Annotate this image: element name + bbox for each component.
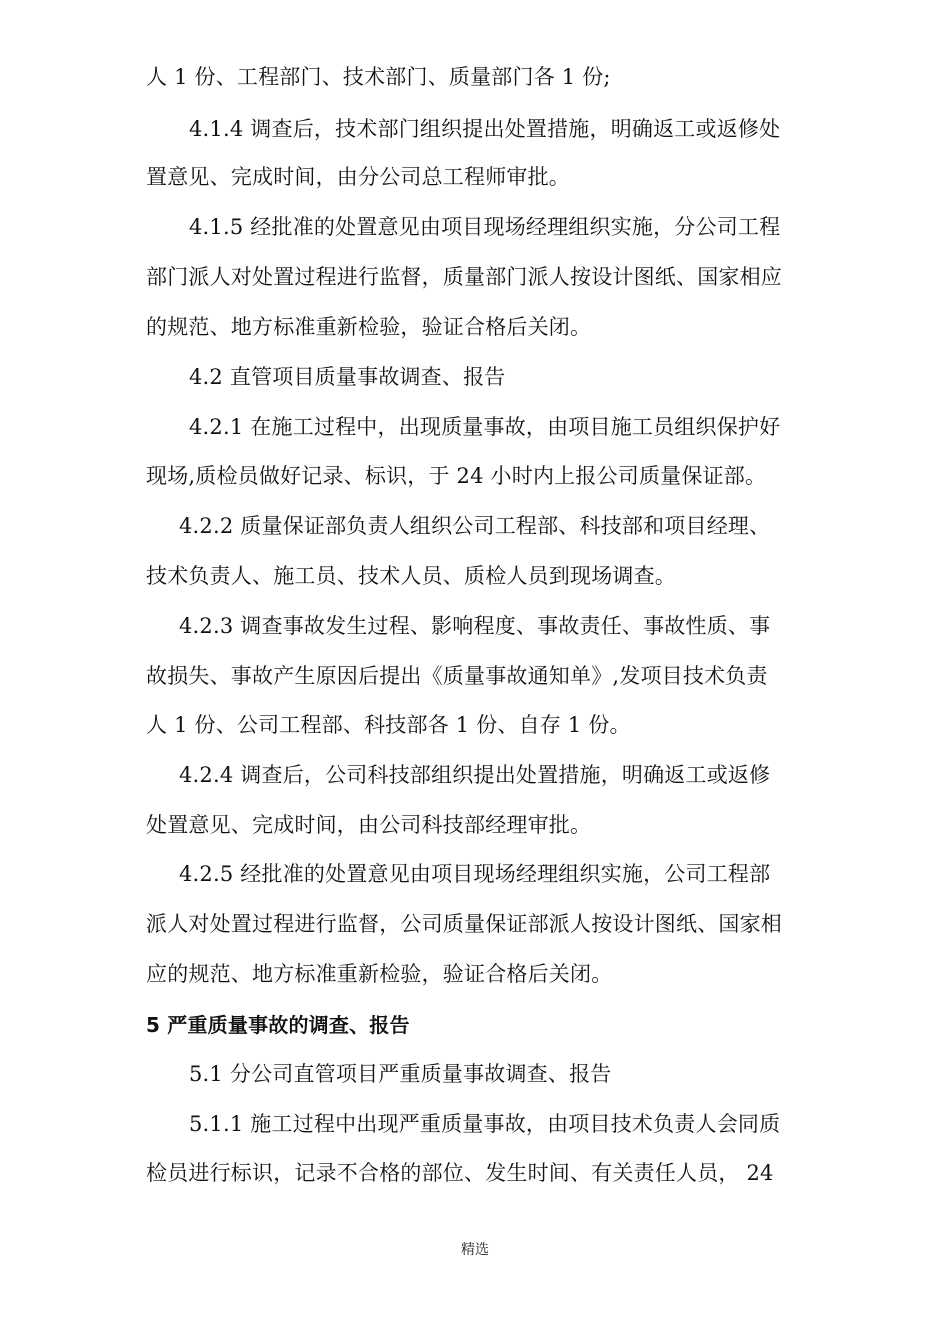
text-line: 置意见、完成时间，由分公司总工程师审批。 <box>146 165 570 189</box>
page-footer: 精选 <box>461 1242 489 1258</box>
text-line: 检员进行标识，记录不合格的部位、发生时间、有关责任人员， 24 <box>146 1161 774 1185</box>
section-heading: 5.1 分公司直管项目严重质量事故调查、报告 <box>189 1062 612 1086</box>
text-line: 人 1 份、工程部门、技术部门、质量部门各 1 份; <box>146 65 611 89</box>
text-line: 现场,质检员做好记录、标识，于 24 小时内上报公司质量保证部。 <box>146 464 767 488</box>
text-line: 4.2.4 调查后，公司科技部组织提出处置措施，明确返工或返修 <box>179 763 771 787</box>
text-line: 4.1.4 调查后，技术部门组织提出处置措施，明确返工或返修处 <box>189 117 781 141</box>
text-line: 5.1.1 施工过程中出现严重质量事故，由项目技术负责人会同质 <box>189 1112 781 1136</box>
text-line: 4.2.1 在施工过程中，出现质量事故，由项目施工员组织保护好 <box>189 415 781 439</box>
text-line: 的规范、地方标准重新检验，验证合格后关闭。 <box>146 315 592 339</box>
text-line: 应的规范、地方标准重新检验，验证合格后关闭。 <box>146 962 613 986</box>
text-line: 部门派人对处置过程进行监督，质量部门派人按设计图纸、国家相应 <box>146 265 782 289</box>
text-line: 4.2.3 调查事故发生过程、影响程度、事故责任、事故性质、事 <box>179 614 771 638</box>
text-line: 故损失、事故产生原因后提出《质量事故通知单》,发项目技术负责 <box>146 664 768 688</box>
chapter-heading: 5 严重质量事故的调查、报告 <box>146 1013 410 1037</box>
text-line: 技术负责人、施工员、技术人员、质检人员到现场调查。 <box>146 564 676 588</box>
text-line: 4.1.5 经批准的处置意见由项目现场经理组织实施，分公司工程 <box>189 215 781 239</box>
text-line: 派人对处置过程进行监督，公司质量保证部派人按设计图纸、国家相 <box>146 912 782 936</box>
text-line: 处置意见、完成时间，由公司科技部经理审批。 <box>146 813 592 837</box>
text-line: 4.2.2 质量保证部负责人组织公司工程部、科技部和项目经理、 <box>179 514 771 538</box>
text-line: 人 1 份、公司工程部、科技部各 1 份、自存 1 份。 <box>146 713 631 737</box>
text-line: 4.2.5 经批准的处置意见由项目现场经理组织实施，公司工程部 <box>179 862 771 886</box>
section-heading: 4.2 直管项目质量事故调查、报告 <box>189 365 506 389</box>
